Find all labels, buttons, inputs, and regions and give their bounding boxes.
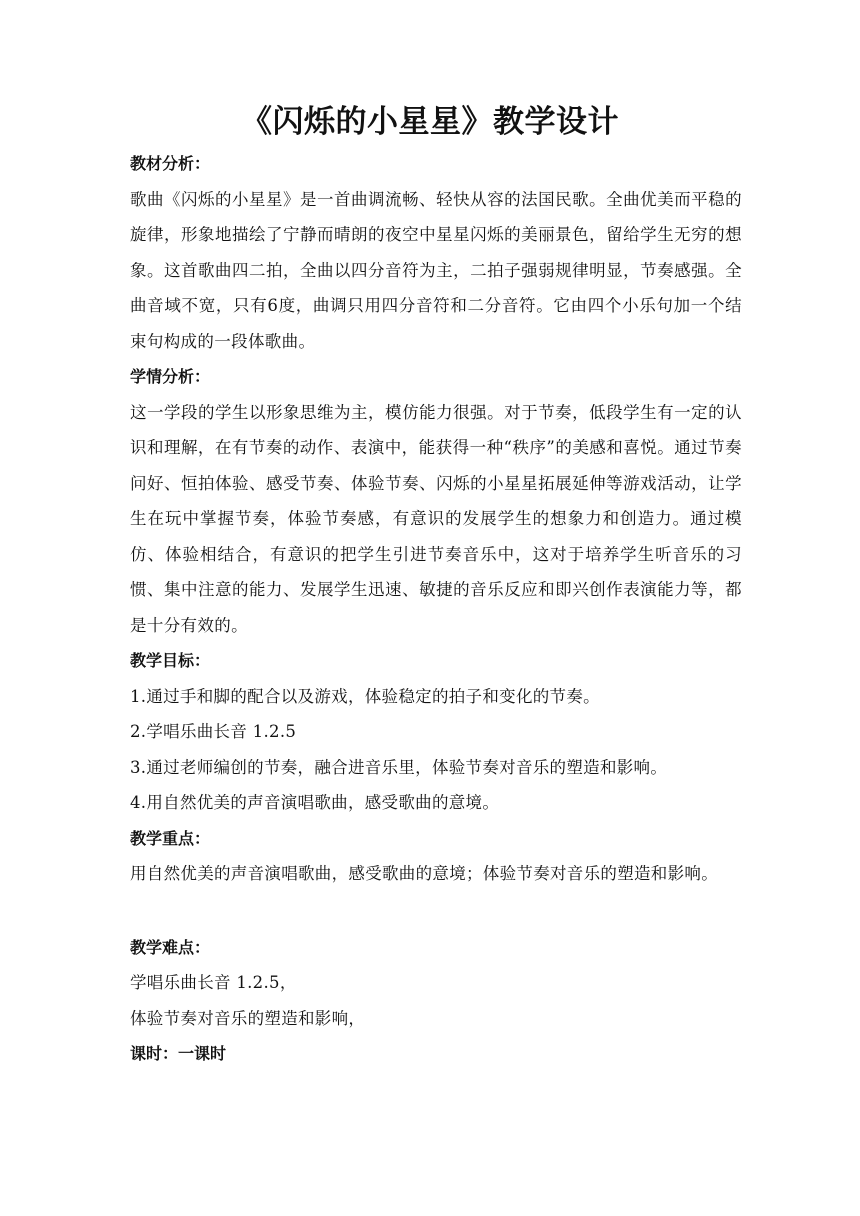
difficulty-item: 体验节奏对音乐的塑造和影响， [130, 1008, 366, 1028]
key-points-text: 用自然优美的声音演唱歌曲，感受歌曲的意境；体验节奏对音乐的塑造和影响。 [130, 864, 718, 883]
students-heading: 学情分析： [130, 367, 211, 386]
class-hours: 课时：一课时 [130, 1044, 227, 1063]
goals-heading: 教学目标： [130, 651, 211, 670]
materials-paragraph: 歌曲《闪烁的小星星》是一首曲调流畅、轻快从容的法国民歌。全曲优美而平稳的旋律，形象地描绘了宁静而晴朗的夜空中星星闪烁的美丽景色，留给学生无穷的想象。这首歌曲四二拍，全曲以四分音符为主，二拍子强弱规律明显，节奏感强。全曲音域不宽，只有6度，曲调只用四分音符和二分音符。它由四个小乐句加一个结束句构成的一段体歌曲。 [130, 189, 742, 351]
difficulties-heading: 教学难点： [130, 937, 211, 957]
goal-item: 4.用自然优美的声音演唱歌曲，感受歌曲的意境。 [130, 793, 500, 812]
students-paragraph: 这一学段的学生以形象思维为主，模仿能力很强。对于节奏，低段学生有一定的认识和理解，在有节奏的动作、表演中，能获得一种“秩序”的美感和喜悦。通过节奏问好、恒拍体验、感受节奏、体验节奏、闪烁的小星星拓展延伸等游戏活动，让学生在玩中掌握节奏，体验节奏感，有意识的发展学生的想象力和创造力。通过模仿、体验相结合，有意识的把学生引进节奏音乐中，这对于培养学生听音乐的习惯、集中注意的能力、发展学生迅速、敏捷的音乐反应和即兴创作表演能力等，都是十分有效的。 [130, 402, 742, 635]
key-points-heading: 教学重点： [130, 828, 211, 848]
goal-item: 1.通过手和脚的配合以及游戏，体验稳定的拍子和变化的节奏。 [130, 686, 600, 706]
goal-item: 2.学唱乐曲长音 1.2.5 [130, 722, 297, 741]
materials-heading: 教材分析： [130, 154, 211, 173]
spacer [130, 892, 742, 930]
document-body [130, 146, 742, 1072]
difficulty-item: 学唱乐曲长音 1.2.5， [130, 973, 297, 992]
document-title: 《闪烁的小星星》教学设计 [241, 104, 619, 140]
goal-item: 3.通过老师编创的节奏，融合进音乐里，体验节奏对音乐的塑造和影响。 [130, 757, 668, 777]
